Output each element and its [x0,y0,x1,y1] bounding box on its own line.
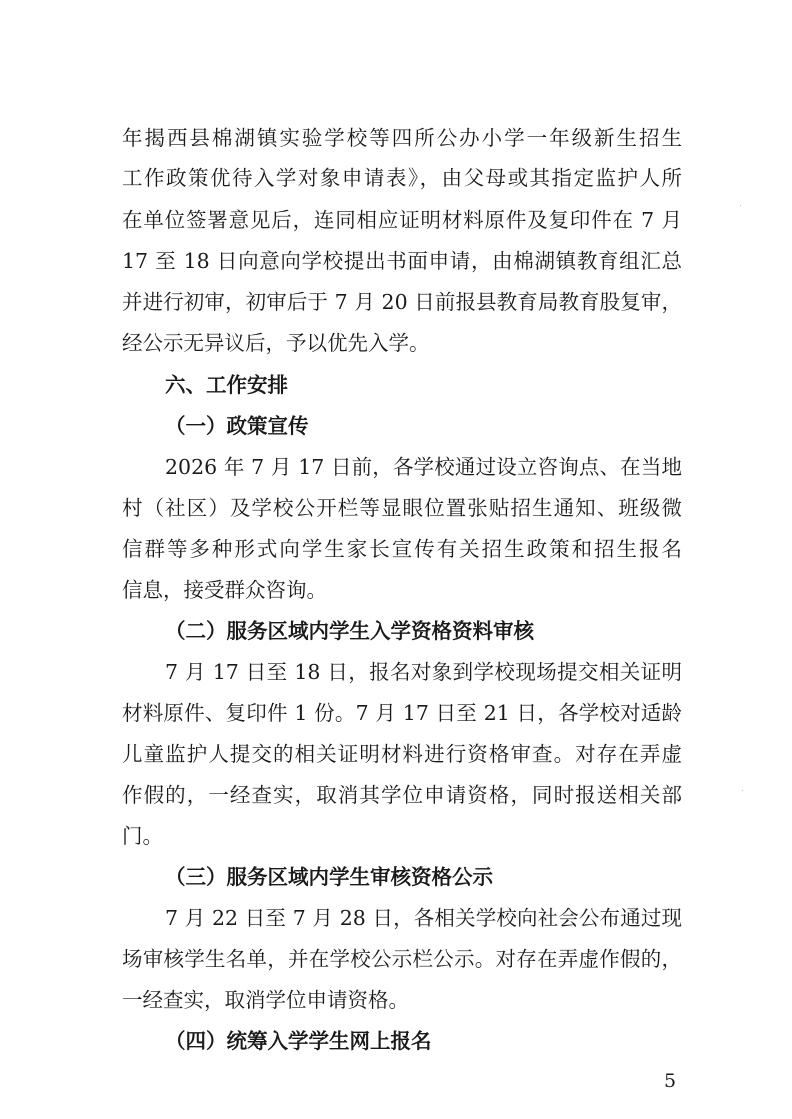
body-line: 经公示无异议后，予以优先入学。 [122,331,430,355]
body-line: 材料原件、复印件 1 份。7 月 17 日至 21 日，各学校对适龄 [122,701,682,725]
body-line: 信群等多种形式向学生家长宣传有关招生政策和招生报名 [122,537,682,561]
subsection-heading: （二）服务区域内学生入学资格资料审核 [165,619,534,643]
body-line: 一经查实，取消学位申请资格。 [122,988,409,1012]
body-line: 年揭西县棉湖镇实验学校等四所公办小学一年级新生招生 [122,126,682,150]
scan-speck [740,205,741,206]
subsection-heading: （三）服务区域内学生审核资格公示 [165,865,493,889]
body-line: 17 至 18 日向意向学校提出书面申请，由棉湖镇教育组汇总 [122,249,682,273]
subsection-heading: （四）统筹入学学生网上报名 [165,1029,432,1053]
body-line: 儿童监护人提交的相关证明材料进行资格审查。对存在弄虚 [122,742,682,766]
body-line: 信息，接受群众咨询。 [122,578,327,602]
body-line: 门。 [122,824,163,848]
page-number: 5 [664,1070,677,1092]
body-line: 2026 年 7 月 17 日前，各学校通过设立咨询点、在当地 [165,455,682,479]
subsection-heading: （一）政策宣传 [165,414,309,438]
body-line: 工作政策优待入学对象申请表》，由父母或其指定监护人所 [122,166,682,190]
body-line: 并进行初审，初审后于 7 月 20 日前报县教育局教育股复审， [122,290,682,314]
section-heading: 六、工作安排 [165,373,288,397]
body-line: 作假的，一经查实，取消其学位申请资格，同时报送相关部 [122,783,682,807]
body-line: 村（社区）及学校公开栏等显眼位置张贴招生通知、班级微 [122,496,682,520]
body-line: 7 月 22 日至 7 月 28 日，各相关学校向社会公布通过现 [165,906,682,930]
body-line: 在单位签署意见后，连同相应证明材料原件及复印件在 7 月 [122,208,682,232]
body-line: 场审核学生名单，并在学校公示栏公示。对存在弄虚作假的， [122,947,682,971]
body-line: 7 月 17 日至 18 日，报名对象到学校现场提交相关证明 [165,660,682,684]
scan-speck [742,790,743,791]
